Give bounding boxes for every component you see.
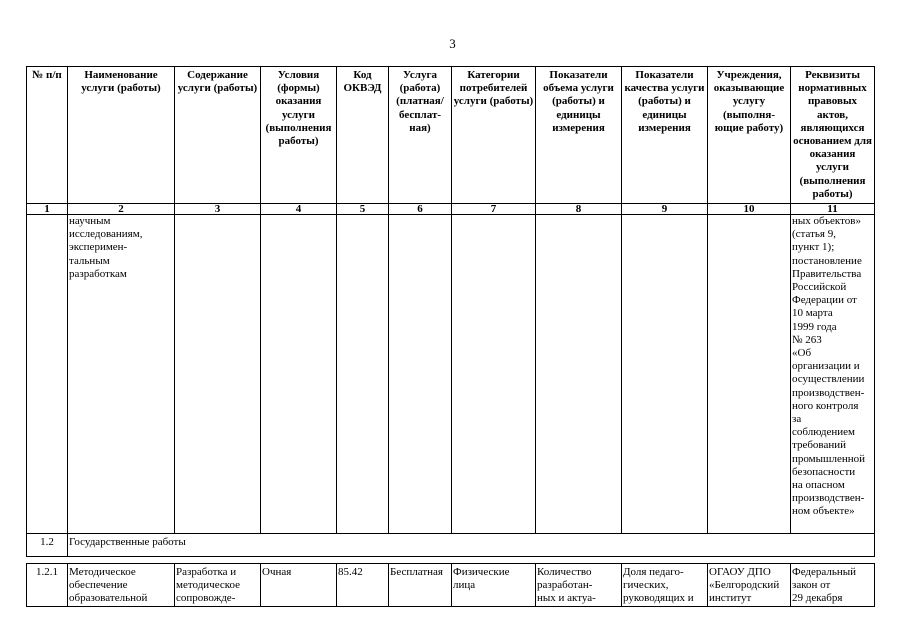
column-number: 5 — [337, 204, 389, 215]
row-number: 1.2.1 — [27, 564, 68, 607]
section-number: 1.2 — [27, 534, 68, 557]
paid-status: Бесплатная — [389, 564, 452, 607]
header-cell: Показатели качества услуги (работы) и единицы измерения — [622, 67, 708, 204]
table-cell — [536, 215, 622, 534]
header-cell: Наименование услуги (работы) — [68, 67, 175, 204]
column-number: 4 — [261, 204, 337, 215]
column-number: 2 — [68, 204, 175, 215]
header-cell: Содержание услуги (работы) — [175, 67, 261, 204]
table-cell — [337, 215, 389, 534]
column-number: 10 — [708, 204, 791, 215]
column-number-row — [27, 204, 875, 215]
service-form: Очная — [261, 564, 337, 607]
section-title: Государственные работы — [68, 534, 875, 557]
header-cell: Услуга (работа) (платная/ бесплат-ная) — [389, 67, 452, 204]
services-table — [26, 66, 875, 607]
institution: ОГАОУ ДПО «Белгородский институт — [708, 564, 791, 607]
legal-acts-continuation: ных объектов» (статья 9, пункт 1); постановление Правительства Российской Федерации от 10 марта 1999 года № 263 «Об организации и осуществлении производствен- ного контроля за соблюдением требований промышленной безопасности на опасном производствен- ном объекте» — [791, 215, 875, 534]
okved-code: 85.42 — [337, 564, 389, 607]
table-cell — [708, 215, 791, 534]
table-cell — [389, 215, 452, 534]
header-row — [27, 67, 875, 204]
header-cell: Код ОКВЭД — [337, 67, 389, 204]
header-cell: Категории потребителей услуги (работы) — [452, 67, 536, 204]
consumer-categories: Физические лица — [452, 564, 536, 607]
row-gap — [27, 557, 875, 564]
service-name-continuation: научным исследованиям, эксперимен- тальным разработкам — [68, 215, 175, 534]
header-cell: Реквизиты нормативных правовых актов, являющихся основанием для оказания услуги (выполнения работы) — [791, 67, 875, 204]
column-number: 9 — [622, 204, 708, 215]
section-row — [27, 534, 875, 557]
service-content: Разработка и методическое сопровожде- — [175, 564, 261, 607]
table-cell — [261, 215, 337, 534]
header-cell: № п/п — [27, 67, 68, 204]
volume-indicators: Количество разработан- ных и актуа- — [536, 564, 622, 607]
column-number: 3 — [175, 204, 261, 215]
quality-indicators: Доля педаго- гических, руководящих и — [622, 564, 708, 607]
legal-acts: Федеральный закон от 29 декабря — [791, 564, 875, 607]
table-cell — [27, 215, 68, 534]
column-number: 8 — [536, 204, 622, 215]
table-cell — [622, 215, 708, 534]
column-number: 11 — [791, 204, 875, 215]
service-name: Методическое обеспечение образовательной — [68, 564, 175, 607]
gap-cell — [27, 557, 875, 564]
header-cell: Показатели объема услуги (работы) и единицы измерения — [536, 67, 622, 204]
header-cell: Учреждения, оказывающие услугу (выполня-ющие работу) — [708, 67, 791, 204]
table-cell — [175, 215, 261, 534]
header-cell: Условия (формы) оказания услуги (выполнения работы) — [261, 67, 337, 204]
page-number: 3 — [449, 36, 456, 51]
column-number: 7 — [452, 204, 536, 215]
column-number: 1 — [27, 204, 68, 215]
table-cell — [452, 215, 536, 534]
table-row — [27, 215, 875, 534]
column-number: 6 — [389, 204, 452, 215]
table-row — [27, 564, 875, 607]
